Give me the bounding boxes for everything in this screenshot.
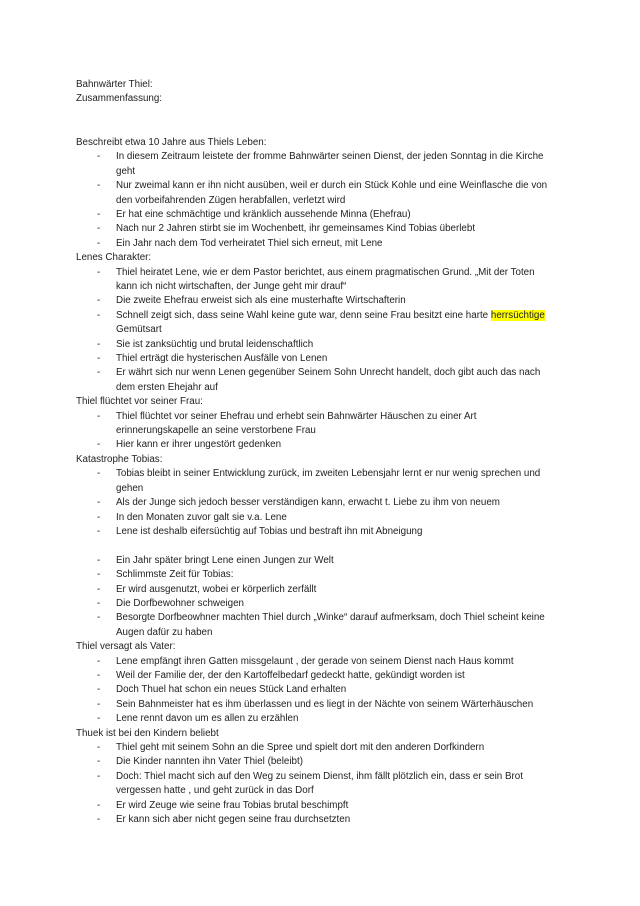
list-item: - In diesem Zeitraum leistete der fromme Bahnwärter seinen Dienst, der jeden Sonntag in die Kirche geht bbox=[97, 151, 544, 177]
bullet-list bbox=[76, 741, 556, 827]
list-item: - Er währt sich nur wenn Lenen gegenüber Seinem Sohn Unrecht handelt, doch gibt auch das nach dem ersten Ehejahr auf bbox=[97, 367, 541, 393]
list-item: - Sein Bahnmeister hat es ihm überlassen und es liegt in der Nächte von seinem Wärterhäuschen bbox=[97, 698, 534, 710]
list-item: - Schnell zeigt sich, dass seine Wahl keine gute war, denn seine Frau besitzt eine harte herrsüchtige Gemütsart bbox=[97, 309, 545, 336]
section-heading: Katastrophe Tobias: bbox=[76, 453, 163, 465]
list-item: - Tobias bleibt in seiner Entwicklung zurück, im zweiten Lebensjahr lernt er nur wenig sprechen und gehen bbox=[97, 468, 541, 494]
list-item: - Ein Jahr nach dem Tod verheiratet Thiel sich erneut, mit Lene bbox=[97, 237, 383, 249]
list-item: - Lene ist deshalb eifersüchtig auf Tobias und bestraft ihn mit Abneigung bbox=[97, 525, 423, 537]
list-item: - Thiel heiratet Lene, wie er dem Pastor berichtet, aus einem pragmatischen Grund. „Mit der Toten kann ich nicht wirtschaften, der Junge geht mir drauf“ bbox=[97, 266, 535, 293]
list-item: - Er hat eine schmächtige und kränklich aussehende Minna (Ehefrau) bbox=[97, 209, 411, 221]
section-heading: Thiel flüchtet vor seiner Frau: bbox=[76, 396, 203, 408]
list-item: - Die Dorfbewohner schweigen bbox=[97, 597, 244, 609]
list-item: - Besorgte Dorfbeowhner machten Thiel durch „Winke“ darauf aufmerksam, doch Thiel scheint keine Augen dafür zu haben bbox=[97, 612, 545, 638]
bullet-list bbox=[76, 554, 556, 640]
bullet-list bbox=[76, 410, 556, 453]
list-item: - Hier kann er ihrer ungestört gedenken bbox=[97, 439, 282, 451]
bullet-list bbox=[76, 150, 556, 251]
list-item: - In den Monaten zuvor galt sie v.a. Lene bbox=[97, 511, 287, 523]
list-item: - Doch: Thiel macht sich auf den Weg zu seinem Dienst, ihm fällt plötzlich ein, dass er sein Brot vergessen hatte , und geht zurück in das Dorf bbox=[97, 770, 523, 797]
list-item: - Weil der Familie der, der den Kartoffelbedarf gedeckt hatte, gekündigt worden ist bbox=[97, 669, 465, 681]
list-item: - Lene empfängt ihren Gatten missgelaunt , der gerade von seinem Dienst nach Haus kommt bbox=[97, 655, 514, 667]
title-line-2: Zusammenfassung: bbox=[76, 93, 163, 105]
bullet-list bbox=[76, 266, 556, 396]
list-item: - Die zweite Ehefrau erweist sich als eine musterhafte Wirtschafterin bbox=[97, 295, 406, 307]
section-heading: Beschreibt etwa 10 Jahre aus Thiels Leben: bbox=[76, 137, 267, 148]
document-title bbox=[76, 78, 162, 107]
list-item: - Die Kinder nannten ihn Vater Thiel (beleibt) bbox=[97, 756, 303, 768]
blank-line bbox=[76, 539, 556, 553]
list-item: - Sie ist zanksüchtig und brutal leidenschaftlich bbox=[97, 338, 314, 350]
list-item: - Er wird Zeuge wie seine frau Tobias brutal beschimpft bbox=[97, 799, 349, 811]
highlighted-word: herrsüchtige bbox=[490, 309, 545, 321]
list-item: - Thiel flüchtet vor seiner Ehefrau und erhebt sein Bahnwärter Häuschen zu einer Art erinnerungskapelle an seine verstorbene Frau bbox=[97, 410, 477, 437]
list-item: - Er wird ausgenutzt, wobei er körperlich zerfällt bbox=[97, 583, 317, 595]
title-line-1: Bahnwärter Thiel: bbox=[76, 79, 153, 90]
bullet-list bbox=[76, 467, 556, 539]
list-item: - Nur zweimal kann er ihn nicht ausüben, weil er durch ein Stück Kohle und eine Weinflasche die von den vorbeifahrenden Zügen herabfallen, verletzt wird bbox=[97, 180, 548, 206]
section-heading: Thiel versagt als Vater: bbox=[76, 641, 176, 653]
list-item: - Schlimmste Zeit für Tobias: bbox=[97, 569, 234, 581]
section-heading: Lenes Charakter: bbox=[76, 252, 152, 264]
list-item: - Er kann sich aber nicht gegen seine frau durchsetzten bbox=[97, 813, 351, 825]
list-item: - Doch Thuel hat schon ein neues Stück Land erhalten bbox=[97, 684, 347, 696]
list-item: - Ein Jahr später bringt Lene einen Jungen zur Welt bbox=[97, 554, 334, 566]
list-item: - Thiel erträgt die hysterischen Ausfälle von Lenen bbox=[97, 353, 328, 365]
section-heading: Thuek ist bei den Kindern beliebt bbox=[76, 727, 219, 739]
bullet-list bbox=[76, 655, 556, 727]
list-item: - Nach nur 2 Jahren stirbt sie im Wochenbett, ihr gemeinsames Kind Tobias überlebt bbox=[97, 223, 476, 235]
list-item: - Lene rennt davon um es allen zu erzählen bbox=[97, 713, 299, 725]
list-item: - Als der Junge sich jedoch besser verständigen kann, erwacht t. Liebe zu ihm von neuem bbox=[97, 497, 500, 509]
list-item: - Thiel geht mit seinem Sohn an die Spree und spielt dort mit den anderen Dorfkindern bbox=[97, 741, 485, 753]
document-body bbox=[76, 136, 556, 827]
